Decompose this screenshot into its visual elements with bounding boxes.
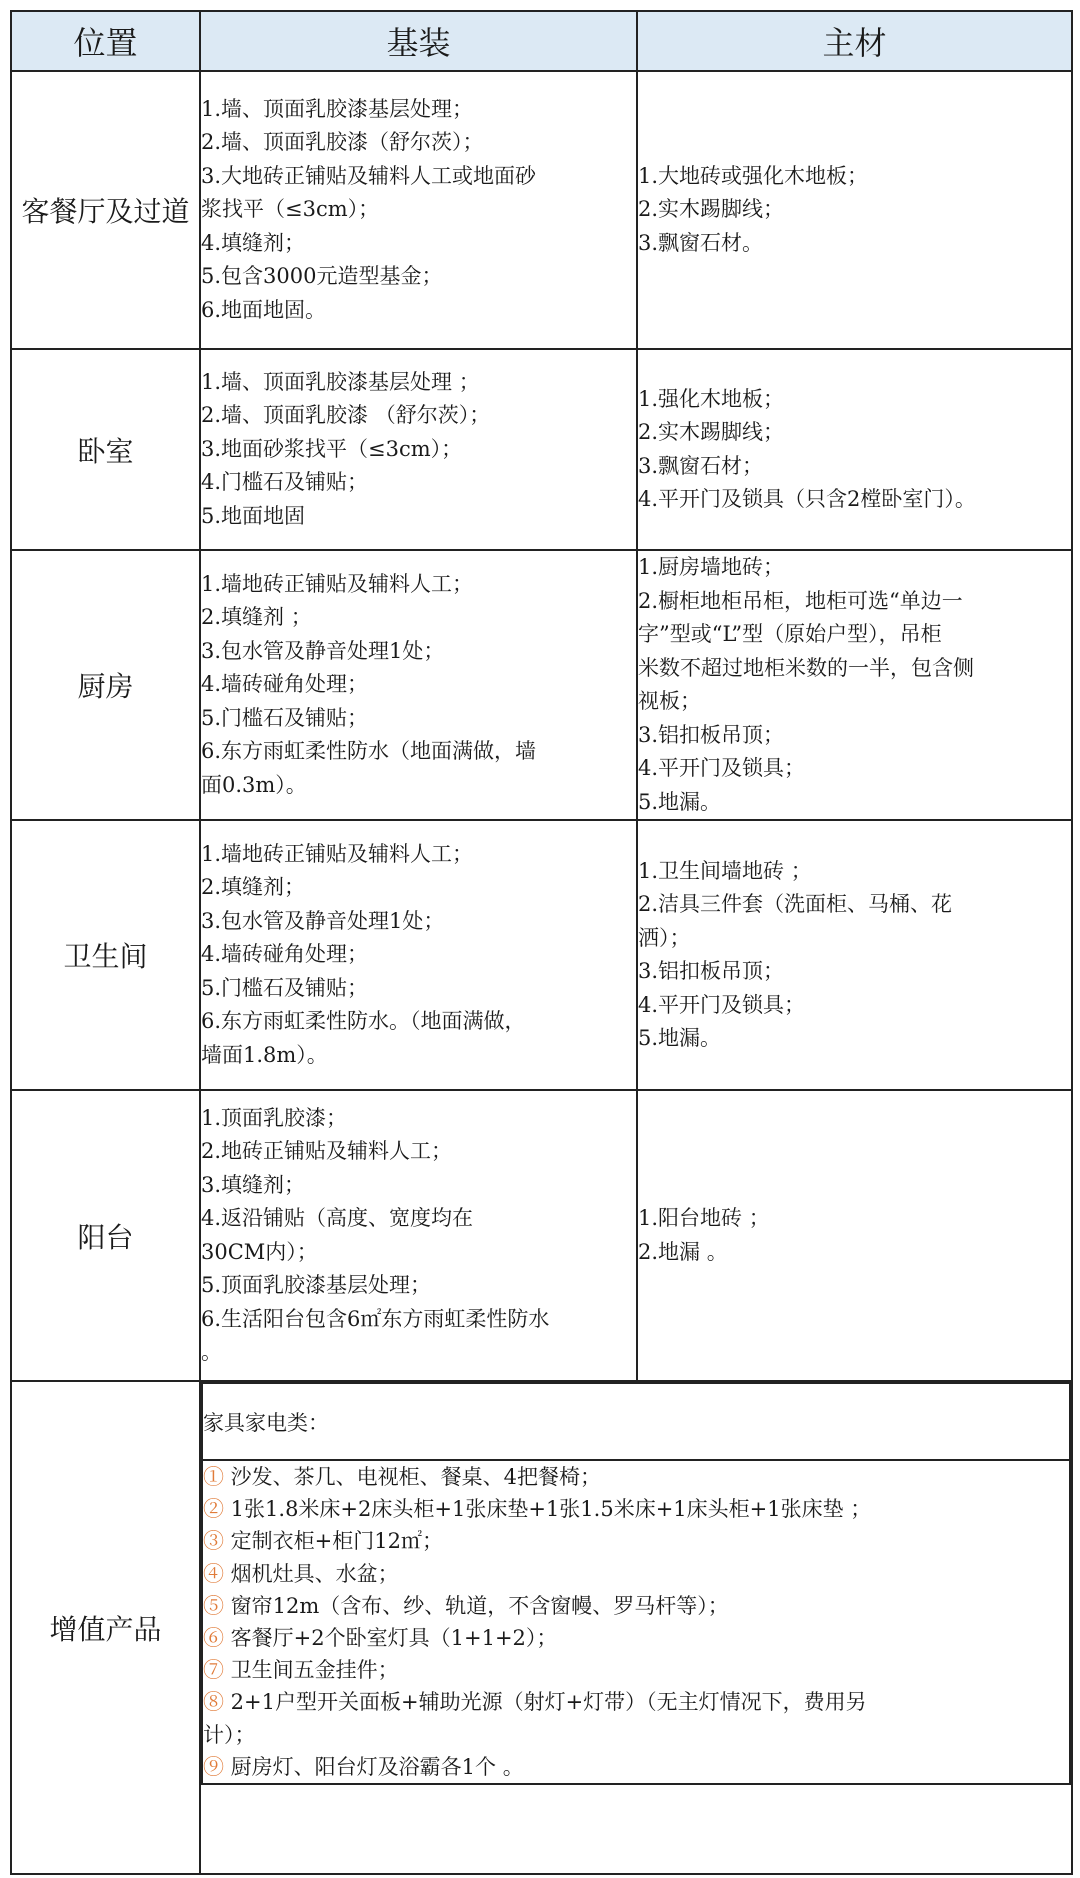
main-cell[interactable] — [637, 1090, 1072, 1381]
table-row — [11, 349, 1072, 550]
list-item — [203, 1622, 1069, 1654]
item-text: 卫生间五金挂件； — [224, 1658, 399, 1683]
list-item — [203, 1525, 1069, 1557]
item-number: ③ — [203, 1529, 224, 1554]
basic-cell[interactable] — [200, 820, 637, 1090]
item-number: ⑧ — [203, 1690, 224, 1715]
cell-line: 4.返沿铺贴（高度、宽度均在 — [201, 1206, 474, 1230]
item-number: ⑨ — [203, 1754, 224, 1779]
value-added-row — [11, 1381, 1072, 1874]
value-added-subheading[interactable]: 家具家电类： — [202, 1383, 1070, 1460]
cell-line: 1.顶面乳胶漆； — [201, 1105, 348, 1130]
cell-line: 。 — [201, 1340, 222, 1364]
table-row — [11, 1090, 1072, 1381]
cell-line: 2.橱柜地柜吊柜，地柜可选“单边一 — [638, 588, 963, 613]
cell-line: 6.地面地固。 — [201, 297, 327, 322]
header-basic[interactable]: 基装 — [200, 11, 637, 71]
cell-line: 字”型或“L”型（原始户型），吊柜 — [638, 622, 942, 646]
cell-line: 2.实木踢脚线； — [638, 197, 785, 222]
cell-line: 5.包含3000元造型基金； — [201, 264, 443, 289]
renovation-table — [10, 10, 1073, 1875]
main-cell[interactable] — [637, 349, 1072, 550]
cell-line: 视板； — [638, 689, 701, 713]
item-text: 1张1.8米床+2床头柜+1张床垫+1张1.5米床+1床头柜+1张床垫 ； — [224, 1497, 872, 1522]
cell-line: 2.填缝剂； — [201, 875, 306, 900]
cell-line: 6.东方雨虹柔性防水。（地面满做， — [201, 1009, 526, 1034]
item-number: ② — [203, 1497, 224, 1522]
cell-line: 1.卫生间墙地砖 ； — [638, 858, 812, 883]
main-cell[interactable] — [637, 550, 1072, 820]
cell-line: 3.飘窗石材； — [638, 453, 764, 478]
cell-line: 1.墙、顶面乳胶漆基层处理 ； — [201, 369, 480, 394]
main-cell[interactable] — [637, 820, 1072, 1090]
location-cell[interactable]: 客餐厅及过道 — [11, 71, 200, 349]
cell-line: 3.大地砖正铺贴及辅料人工或地面砂 — [201, 163, 537, 188]
cell-line: 1.墙、顶面乳胶漆基层处理； — [201, 96, 474, 121]
cell-line: 5.顶面乳胶漆基层处理； — [201, 1273, 432, 1297]
table-row — [11, 550, 1072, 820]
cell-line: 2.墙、顶面乳胶漆 （舒尔茨）； — [201, 403, 491, 428]
cell-line: 4.墙砖碰角处理； — [201, 672, 369, 697]
cell-line: 3.包水管及静音处理1处； — [201, 908, 445, 933]
location-cell[interactable]: 厨房 — [11, 550, 200, 820]
header-row — [11, 11, 1072, 71]
item-text: 厨房灯、阳台灯及浴霸各1个 。 — [224, 1754, 524, 1779]
basic-cell[interactable] — [200, 349, 637, 550]
cell-line: 4.平开门及锁具； — [638, 756, 806, 780]
list-item — [203, 1558, 1069, 1590]
cell-line: 5.地漏。 — [638, 1026, 722, 1050]
cell-line: 6.生活阳台包含6㎡东方雨虹柔性防水 — [201, 1306, 550, 1331]
cell-line: 3.包水管及静音处理1处； — [201, 638, 445, 663]
table-row — [11, 71, 1072, 349]
item-text: 客餐厅+2个卧室灯具（1+1+2）； — [224, 1626, 558, 1651]
cell-line: 4.平开门及锁具； — [638, 992, 806, 1017]
cell-line: 面0.3m）。 — [201, 772, 307, 797]
item-text: 沙发、茶几、电视柜、餐桌、4把餐椅； — [224, 1465, 602, 1489]
cell-line: 2.地砖正铺贴及辅料人工； — [201, 1139, 453, 1163]
cell-line: 6.东方雨虹柔性防水（地面满做，墙 — [201, 739, 537, 764]
list-item — [203, 1751, 1069, 1783]
cell-line: 米数不超过地柜米数的一半，包含侧 — [638, 655, 974, 680]
list-item — [203, 1686, 1069, 1718]
location-cell[interactable]: 增值产品 — [11, 1381, 200, 1874]
cell-line: 5.门槛石及铺贴； — [201, 975, 369, 1000]
list-item — [203, 1461, 1069, 1493]
cell-line: 2.地漏 。 — [638, 1239, 728, 1264]
cell-line: 洒）； — [638, 925, 691, 950]
cell-line: 2.墙、顶面乳胶漆（舒尔茨）； — [201, 130, 484, 155]
cell-line: 2.填缝剂 ； — [201, 605, 312, 630]
item-number: ⑦ — [203, 1658, 224, 1683]
cell-line: 4.门槛石及铺贴； — [201, 470, 369, 495]
location-cell[interactable]: 阳台 — [11, 1090, 200, 1381]
cell-line: 3.铝扣板吊顶； — [638, 722, 785, 747]
value-added-inner — [201, 1382, 1071, 1785]
item-number: ⑤ — [203, 1593, 224, 1618]
cell-line: 1.厨房墙地砖； — [638, 555, 785, 579]
list-item — [203, 1590, 1069, 1622]
cell-line: 2.实木踢脚线； — [638, 420, 785, 444]
cell-line: 30CM内）； — [201, 1239, 318, 1264]
main-cell[interactable] — [637, 71, 1072, 349]
cell-line: 墙面1.8m）。 — [201, 1042, 328, 1067]
item-text: 定制衣柜+柜门12㎡； — [224, 1529, 443, 1554]
cell-line: 4.填缝剂； — [201, 230, 306, 255]
item-text: 2+1户型开关面板+辅助光源（射灯+灯带）（无主灯情况下，费用另 — [224, 1690, 867, 1715]
item-number: ⑥ — [203, 1626, 224, 1651]
cell-line: 3.地面砂浆找平（≤3cm）； — [201, 436, 463, 461]
basic-cell[interactable] — [200, 71, 637, 349]
item-text: 窗帘12m（含布、纱、轨道，不含窗幔、罗马杆等）； — [224, 1593, 729, 1618]
cell-line: 4.平开门及锁具（只含2樘卧室门）。 — [638, 487, 976, 511]
cell-line: 1.大地砖或强化木地板； — [638, 163, 869, 188]
cell-line: 3.飘窗石材。 — [638, 230, 764, 255]
header-main[interactable]: 主材 — [637, 11, 1072, 71]
cell-line: 3.铝扣板吊顶； — [638, 959, 785, 983]
location-cell[interactable]: 卧室 — [11, 349, 200, 550]
cell-line: 4.墙砖碰角处理； — [201, 942, 369, 967]
item-number: ④ — [203, 1561, 224, 1586]
item-number: ① — [203, 1465, 224, 1489]
list-item — [203, 1719, 1069, 1751]
cell-line: 5.地面地固 — [201, 503, 306, 528]
cell-line: 5.门槛石及铺贴； — [201, 705, 369, 730]
item-text: 计）； — [203, 1722, 256, 1747]
basic-cell[interactable] — [200, 1090, 637, 1381]
cell-line: 1.阳台地砖 ； — [638, 1206, 770, 1230]
cell-line: 1.强化木地板； — [638, 386, 785, 411]
cell-line: 3.填缝剂； — [201, 1172, 306, 1197]
location-cell[interactable]: 卫生间 — [11, 820, 200, 1090]
cell-line: 2.洁具三件套（洗面柜、马桶、花 — [638, 892, 953, 916]
list-item — [203, 1654, 1069, 1686]
cell-line: 1.墙地砖正铺贴及辅料人工； — [201, 841, 474, 866]
cell-line: 1.墙地砖正铺贴及辅料人工； — [201, 571, 474, 596]
value-added-list[interactable] — [202, 1460, 1070, 1784]
value-added-cell — [200, 1381, 1072, 1874]
cell-line: 浆找平（≤3cm）； — [201, 197, 380, 222]
item-text: 烟机灶具、水盆； — [224, 1561, 399, 1586]
list-item — [203, 1493, 1069, 1525]
basic-cell[interactable] — [200, 550, 637, 820]
cell-line: 5.地漏。 — [638, 789, 722, 814]
header-location[interactable]: 位置 — [11, 11, 200, 71]
table-row — [11, 820, 1072, 1090]
